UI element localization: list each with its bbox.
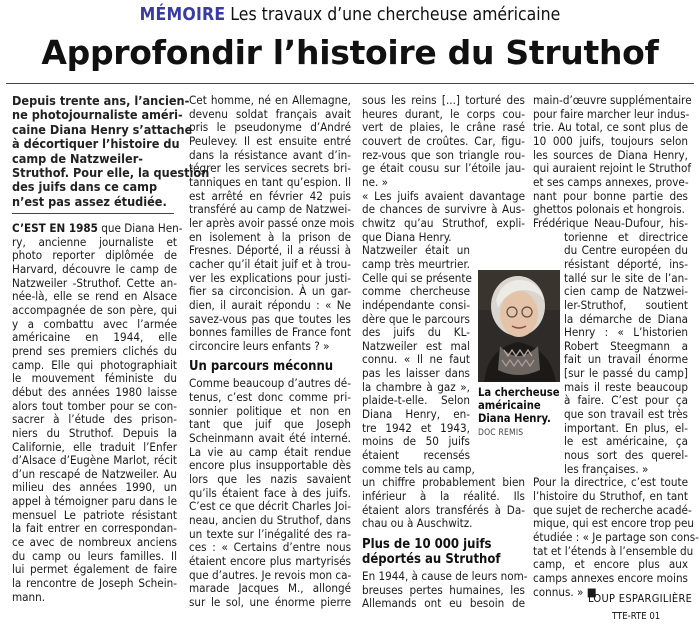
text-line: Henry : « L’historien (564, 325, 688, 340)
text-line: les sources de Diana Henry, (533, 147, 688, 162)
text-line: qui auraient rejoint le Struthof (533, 161, 692, 176)
text-line: En 1944, à cause de leurs nom- (362, 569, 528, 583)
text-line: ne photojournaliste améri- (12, 107, 183, 123)
text-line: connu. « Il ne faut (362, 352, 470, 367)
text-line: Cet homme, né en Allemagne, (189, 93, 351, 107)
text-line: y a combattu avec l’armée (12, 316, 177, 331)
text-line: des juifs dans ce camp (12, 179, 158, 195)
text-line: la chambre à gaz », (362, 379, 470, 394)
column-4-text-bottom (533, 475, 699, 599)
text-line: camps annexes encore moins (533, 570, 688, 585)
text-line: Natzweiler était un (362, 243, 470, 258)
text-line: sur le sol, une énorme pierre (189, 594, 351, 609)
text-line: fier sa circoncision. À un gar- (189, 284, 351, 299)
text-line: pour faire marcher leur indus- (533, 106, 690, 121)
text-line: Diana Henry, en- (362, 407, 470, 422)
text-line: savez-vous pas que toutes les (189, 311, 351, 326)
text-line: du Centre européen du (564, 243, 688, 258)
text-line: et ses camps annexes, prove- (533, 174, 689, 189)
text-line: camp de Natzweiler- (12, 150, 143, 166)
text-line: Robert Steegmann a (564, 338, 688, 353)
section-label: MÉMOIRE (139, 5, 226, 25)
text-line: la démarche de Diana (564, 311, 688, 326)
subheading-deportes (362, 537, 525, 567)
text-line: Harvard, découvre le camp de (12, 261, 177, 276)
text-line: [sur le passé du camp] (564, 366, 688, 381)
text-line: née-là, elle se rend en Alsace (12, 289, 177, 304)
text-line: Frédérique Neau-Dufour, his- (533, 215, 688, 230)
text-line: étaient alors transférés à Da- (362, 502, 525, 517)
text-line: Natzweiler -Struthof. Cette an- (12, 275, 177, 290)
text-line: camp. Elle qui photographiait (12, 357, 177, 372)
text-line: Californie, elle traduit l’Enfer (12, 439, 177, 454)
caption-line-2: américaine (478, 398, 541, 412)
text-line: le mouvement féministe du (12, 371, 177, 386)
text-line: couvert de croûtes. Car, figu- (362, 133, 525, 148)
text-line: la fait entrer en correspondan- (12, 521, 177, 536)
text-line: trie. Au total, ce sont plus de (533, 120, 688, 135)
column-3-text-narrow (362, 243, 475, 476)
column-4-text-top (533, 93, 692, 231)
author-signature: LOUP ESPARGILIÈRE (588, 592, 693, 605)
text-line: camp, et encore plus aux (533, 557, 688, 572)
text-line: caine Diana Henry s’attache (12, 121, 193, 137)
text-line: ge était cousu sur l’étoile jau- (362, 161, 525, 176)
text-line: que sujet de recherche acadé- (533, 502, 692, 517)
page-folio: TTE-RTE 01 (612, 611, 661, 622)
text-line: dans la résistance avant d’in- (189, 147, 351, 162)
text-line: lui permet également de faire (12, 562, 177, 577)
text-line: Fresnes. Déporté, il a réussi à (189, 243, 351, 258)
text-line: comme tels au camp, (362, 461, 475, 476)
lead-paragraph (12, 93, 210, 209)
text-line: alors tout tomber pour se con- (12, 398, 177, 413)
text-line: les françaises. » (564, 461, 649, 476)
text-line: tanniques en tant qu’espion. Il (189, 174, 351, 189)
text-line: important. En plus, el- (564, 420, 688, 435)
subheading-parcours: Un parcours méconnu (189, 359, 334, 375)
kicker-subtitle: Les travaux d’une chercheuse américaine (230, 5, 561, 25)
column-2-text-b (189, 377, 351, 609)
text-line: un chiffre probablement bien (362, 475, 525, 490)
text-line: que son travail est très (564, 407, 688, 422)
text-line: d’un rescapé de Natzweiler. Au (12, 466, 177, 481)
text-line: connus. » ■ (533, 584, 597, 599)
kicker (0, 4, 700, 26)
text-line: mann. (12, 589, 46, 604)
text-line: « Les juifs avaient davantage (362, 188, 525, 203)
text-line: un texte sur l’inégalité des ra- (189, 526, 351, 541)
text-line: pas les laisser dans (362, 366, 470, 381)
text-line: torienne et directrice (564, 229, 688, 244)
text-line: indépendante consi- (362, 297, 470, 312)
column-4-text-narrow (564, 231, 688, 477)
text-line: Depuis trente ans, l’ancien- (12, 93, 190, 108)
text-line: américaine en 1944, elle (12, 330, 177, 345)
text-line: l’histoire du Struthof, en tant (533, 489, 688, 504)
text-line: étaient encore plus martyrisés (189, 554, 351, 568)
text-line: cacher qu’il était juif et à trou- (189, 256, 351, 271)
text-line: Natzweiler est mal (362, 338, 470, 353)
column-2-text-a (189, 93, 355, 353)
text-line: ces : « Certains d’entre nous (189, 540, 351, 555)
text-line: Pour la directrice, c’est toute (533, 475, 688, 490)
text-line: tre 1942 et 1943, (362, 420, 470, 435)
text-line: dien, il aurait répondu : « Ne (189, 297, 351, 312)
text-line: tat et l’étends à l’ensemble du (533, 543, 694, 558)
text-line: Celle qui se présente (362, 270, 472, 285)
text-line: prend ses premiers clichés du (12, 343, 177, 358)
text-line: mais il reste beaucoup (564, 379, 688, 394)
text-line: ver les explications pour justi- (189, 270, 351, 285)
text-line: cien camp de Natzwei- (564, 284, 688, 299)
text-line: n’est pas assez étudiée. (12, 193, 167, 209)
text-line: ce avec de nombreux anciens (12, 535, 177, 550)
column-3-text-bottom (362, 476, 525, 531)
text-line: sous les reins [...] torturé des (362, 93, 525, 107)
text-line: Peulevey. Il est ensuite entré (189, 133, 351, 148)
text-line: camp très meurtrier. (362, 256, 470, 271)
text-line: nant pour bonne partie des (533, 188, 688, 203)
text-line: dère que le parcours (362, 311, 470, 326)
text-line: sacrer à l’étude des prison- (12, 412, 177, 427)
text-line: niers du Struthof. Depuis la (12, 425, 177, 440)
text-line: qu’ils étaient face à des juifs. (189, 485, 351, 500)
top-rule (6, 83, 694, 84)
text-line: étaient recensés (362, 448, 470, 463)
text-line: tégrer les services secrets bri- (189, 161, 351, 176)
text-line: début des années 1980 laisse (12, 384, 177, 399)
text-line: ler après avoir passé onze mois (189, 215, 355, 230)
text-line: est arrêté en février 42 puis (189, 188, 351, 203)
headline: Approfondir l’histoire du Struthof (41, 33, 659, 72)
text-line: inférieur à la réalité. Ils (362, 489, 525, 504)
text-line: d’Alsace d’Eugène Marlot, récit (12, 453, 177, 468)
subheading-line-2: déportés au Struthof (362, 552, 501, 567)
text-line: transféré au camp de Natzwei- (189, 202, 351, 217)
text-line: appel à témoigner paru dans le (12, 494, 177, 509)
text-line: rez-vous que son triangle rou- (362, 147, 525, 162)
photo-credit: DOC REMIS (478, 428, 524, 438)
text-line: circoncire leurs enfants ? » (189, 338, 330, 353)
text-line: comme chercheuse (362, 284, 470, 299)
subheading-line-1: Plus de 10 000 juifs (362, 537, 492, 552)
text-line: ghettos polonais et hongrois. (533, 202, 685, 217)
text-line: chau ou à Auschwitz. (362, 516, 473, 531)
caption-line-1: La chercheuse (478, 386, 560, 399)
text-line: Scheinmann avait été interné. (189, 431, 351, 446)
text-line: breuses pertes humaines, les (362, 582, 525, 597)
text-line: tant que juif que Joseph (189, 417, 351, 432)
column-1 (12, 221, 183, 604)
lead-rule (12, 213, 174, 214)
text-line: encore plus insupportable dès (189, 458, 351, 473)
text-line: le est américaine, ça (564, 434, 688, 449)
text-line: résistant déporté, ins- (564, 256, 688, 271)
text-line: Struthof. Pour elle, la question (12, 165, 210, 181)
text-line: heures durant, le corps cou- (362, 106, 525, 121)
text-line: plaide-t-elle. Selon (362, 393, 470, 408)
text-line: milieu des années 1990, un (12, 480, 177, 495)
text-line: photo reporter diplômée de (12, 248, 177, 263)
text-line: neau, ancien du Struthof, dans (189, 513, 351, 528)
text-line: étudiée : « Je partage son cons- (533, 530, 699, 544)
text-line: tenus, c’est donc comme pri- (189, 390, 351, 405)
text-line: C’EST EN 1985 que Diana Hen- (12, 221, 183, 235)
text-line: mensuel Le patriote résistant (12, 507, 177, 522)
text-line: des juifs du KL- (362, 325, 470, 340)
text-line: devenu soldat français avait (189, 106, 351, 121)
text-line: mique, qui est encore trop peu (533, 516, 695, 531)
text-line: chwitz qu’au Struthof, expli- (362, 215, 525, 230)
text-line: Allemands ont eu besoin de (362, 596, 525, 611)
text-line: vert de plaies, le crâne rasé (362, 120, 525, 135)
text-line: main-d’œuvre supplémentaire (533, 93, 692, 107)
text-line: fait un travail énorme (564, 352, 688, 367)
text-line: en isolement à la prison de (189, 229, 351, 244)
text-line: nous sort des querel- (564, 448, 688, 463)
text-line: C’est ce que décrit Charles Joi- (189, 499, 351, 514)
column-2 (189, 93, 355, 610)
text-line: de chances de survivre à Aus- (362, 202, 525, 217)
text-line: bonnes familles de France font (189, 325, 351, 340)
text-line: marade Jacques M., allongé (189, 581, 351, 596)
text-line: sonnier politique et non en (189, 403, 351, 418)
text-line: à décortiquer l’histoire du (12, 136, 180, 152)
text-line: 10 000 juifs, toujours selon (533, 133, 688, 148)
text-line: La vie au camp était rendue (189, 444, 351, 459)
column-3-text-top (362, 94, 525, 244)
text-line: lors que les nazis savaient (189, 472, 351, 487)
column-3-text-end (362, 569, 528, 611)
text-line: à faire. C’est pour ça (564, 393, 688, 408)
text-line: du camp ou leurs familles. Il (12, 548, 177, 563)
text-line: moins de 50 juifs (362, 434, 470, 449)
text-line: tallé sur le site de l’an- (564, 270, 688, 285)
caption-line-3: Diana Henry. (478, 411, 551, 425)
text-line: Comme beaucoup d’autres dé- (189, 376, 351, 391)
text-line: accompagnée de son père, qui (12, 302, 177, 317)
text-line: la rencontre de Joseph Schein- (12, 576, 177, 591)
text-line: que Diana Henry. (362, 229, 452, 244)
text-line: que d’autres. Je revois mon ca- (189, 567, 352, 582)
text-line: ry, ancienne journaliste et (12, 234, 177, 249)
text-line: ler-Struthof, soutient (564, 297, 688, 312)
column-4 (533, 93, 699, 599)
text-line: pris le pseudonyme d’André (189, 120, 351, 135)
text-line: ne. » (362, 174, 389, 189)
